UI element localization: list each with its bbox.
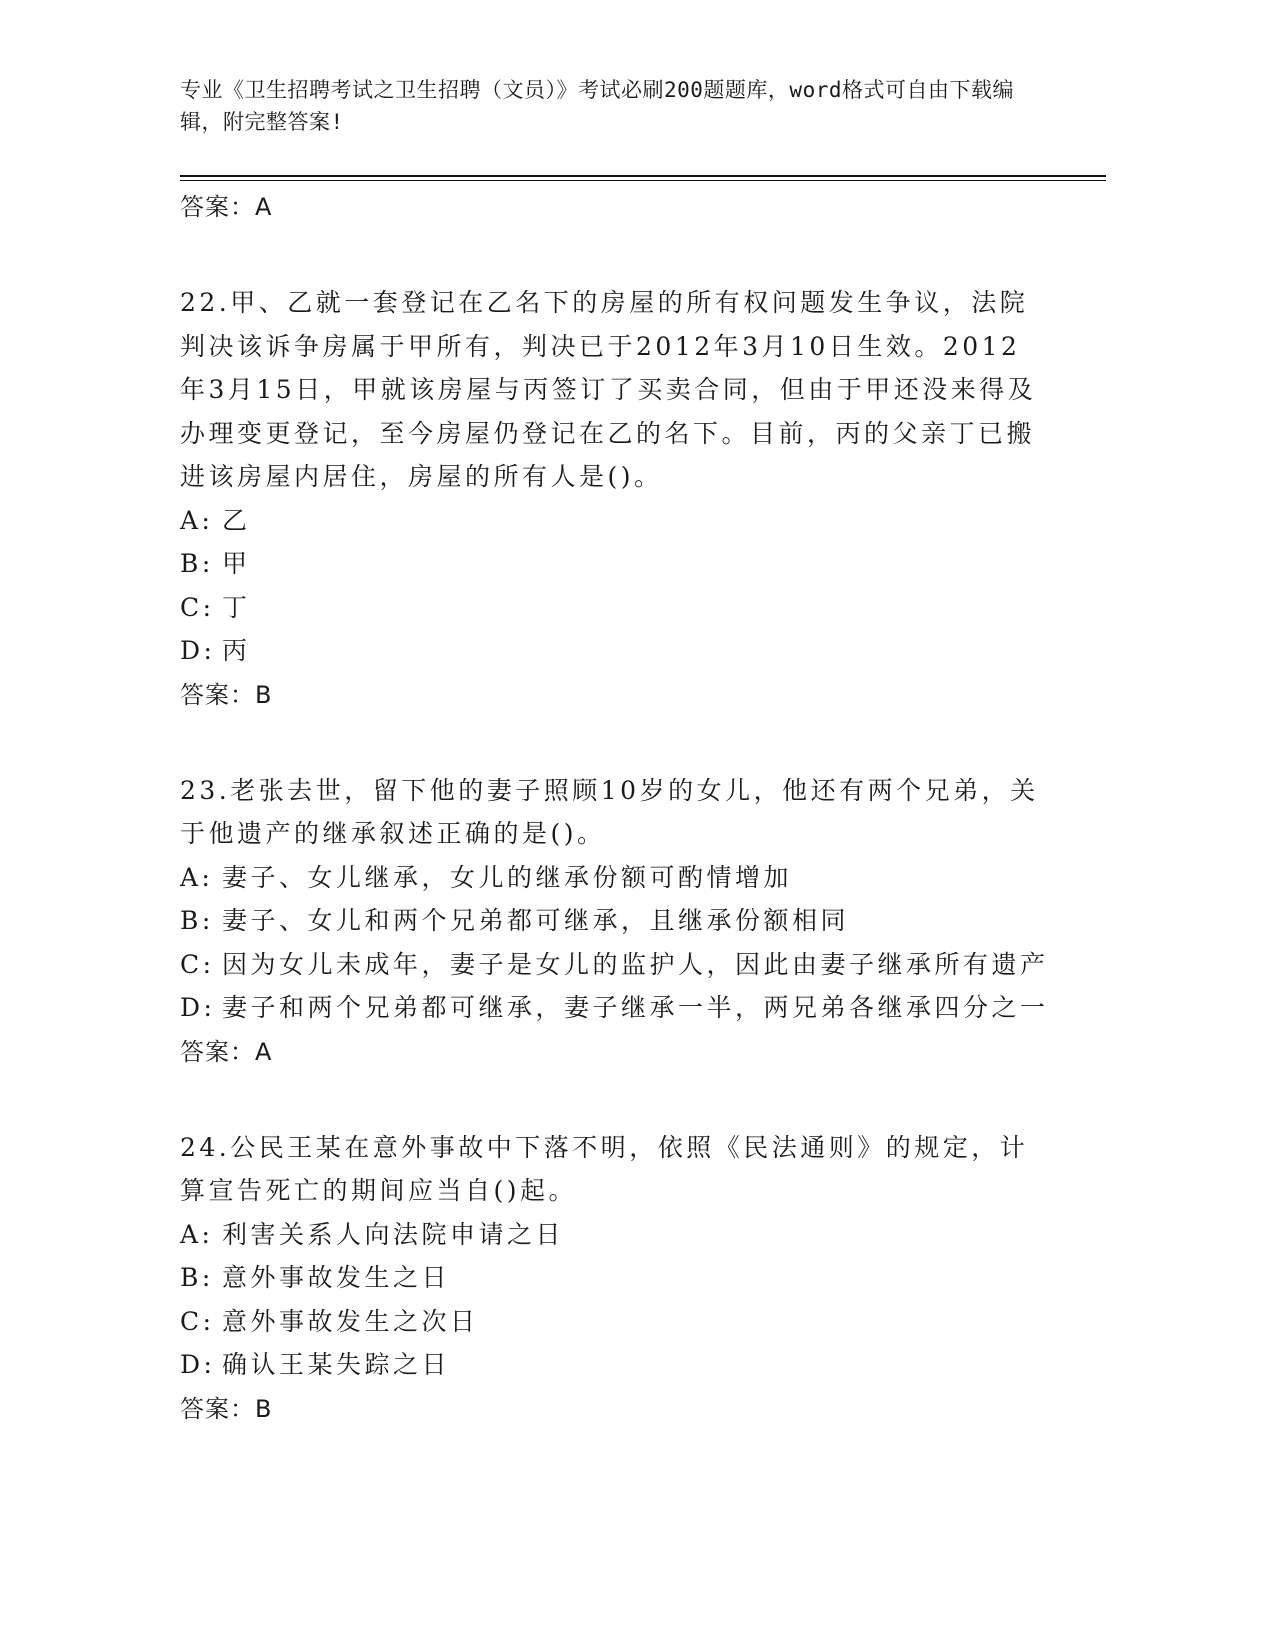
option-a xyxy=(180,856,1040,900)
question-text: 23.老张去世，留下他的妻子照顾10岁的女儿，他还有两个兄弟，关于他遗产的继承叙述正确的是()。 xyxy=(180,775,1039,848)
header-note: 专业《卫生招聘考试之卫生招聘（文员）》考试必刷200题题库，word格式可自由下载编辑，附完整答案! xyxy=(180,78,1014,134)
option-text: 妻子和两个兄弟都可继承，妻子继承一半，两兄弟各继承四分之一 xyxy=(222,993,1049,1022)
answer-line: 答案：B xyxy=(180,680,273,709)
option-c xyxy=(180,943,1049,987)
option-text: 因为女儿未成年，妻子是女儿的监护人，因此由妻子继承所有遗产 xyxy=(222,949,1049,979)
option-text: 丙 xyxy=(222,636,251,665)
option-d xyxy=(180,1343,1040,1387)
option-c xyxy=(180,1300,1040,1344)
option-letter: A: xyxy=(180,505,214,535)
option-text: 丁 xyxy=(222,592,251,622)
option-c xyxy=(180,586,1040,630)
option-letter: C: xyxy=(180,1306,215,1336)
previous-answer: 答案：A xyxy=(180,193,273,221)
option-letter: B: xyxy=(180,549,214,578)
option-text: 确认王某失踪之日 xyxy=(222,1350,451,1379)
question-list xyxy=(180,185,1049,1431)
option-text: 意外事故发生之次日 xyxy=(222,1306,479,1336)
question-text: 24.公民王某在意外事故中下落不明，依照《民法通则》的规定，计算宣告死亡的期间应当自()起。 xyxy=(180,1132,1029,1205)
option-letter: D: xyxy=(180,1350,216,1379)
question-22 xyxy=(180,281,1040,717)
option-letter: C: xyxy=(180,592,215,622)
option-text: 利害关系人向法院申请之日 xyxy=(222,1219,565,1249)
option-text: 妻子、女儿和两个兄弟都可继承，且继承份额相同 xyxy=(222,906,850,935)
option-b xyxy=(180,1256,1040,1300)
option-letter: A: xyxy=(180,1219,214,1249)
option-d xyxy=(180,629,1040,673)
option-letter: D: xyxy=(180,993,216,1022)
answer-line: 答案：B xyxy=(180,1394,273,1423)
option-letter: A: xyxy=(180,862,214,892)
question-24 xyxy=(180,1126,1040,1431)
option-text: 乙 xyxy=(222,505,251,535)
option-d xyxy=(180,986,1049,1030)
option-b xyxy=(180,899,1040,943)
option-a xyxy=(180,1213,1040,1257)
header-rule-thick xyxy=(180,175,1106,177)
option-text: 妻子、女儿继承，女儿的继承份额可酌情增加 xyxy=(222,862,793,892)
option-letter: B: xyxy=(180,1263,214,1292)
header-rule-thin xyxy=(180,180,1106,181)
option-a xyxy=(180,499,1040,543)
answer-line: 答案：A xyxy=(180,1037,273,1066)
option-letter: B: xyxy=(180,906,214,935)
option-letter: C: xyxy=(180,949,215,979)
question-text: 22.甲、乙就一套登记在乙名下的房屋的所有权问题发生争议，法院判决该诉争房属于甲所有，判决已于2012年3月10日生效。2012年3月15日，甲就该房屋与丙签订了买卖合同，但由于甲还没来得及办理变更登记，至今房屋仍登记在乙的名下。目前，丙的父亲丁已搬进该房屋内居住，房屋的所有人是()。 xyxy=(180,288,1037,491)
option-text: 甲 xyxy=(222,549,251,578)
option-b xyxy=(180,542,1040,586)
question-23 xyxy=(180,769,1049,1074)
option-text: 意外事故发生之日 xyxy=(222,1263,451,1292)
option-letter: D: xyxy=(180,636,216,665)
